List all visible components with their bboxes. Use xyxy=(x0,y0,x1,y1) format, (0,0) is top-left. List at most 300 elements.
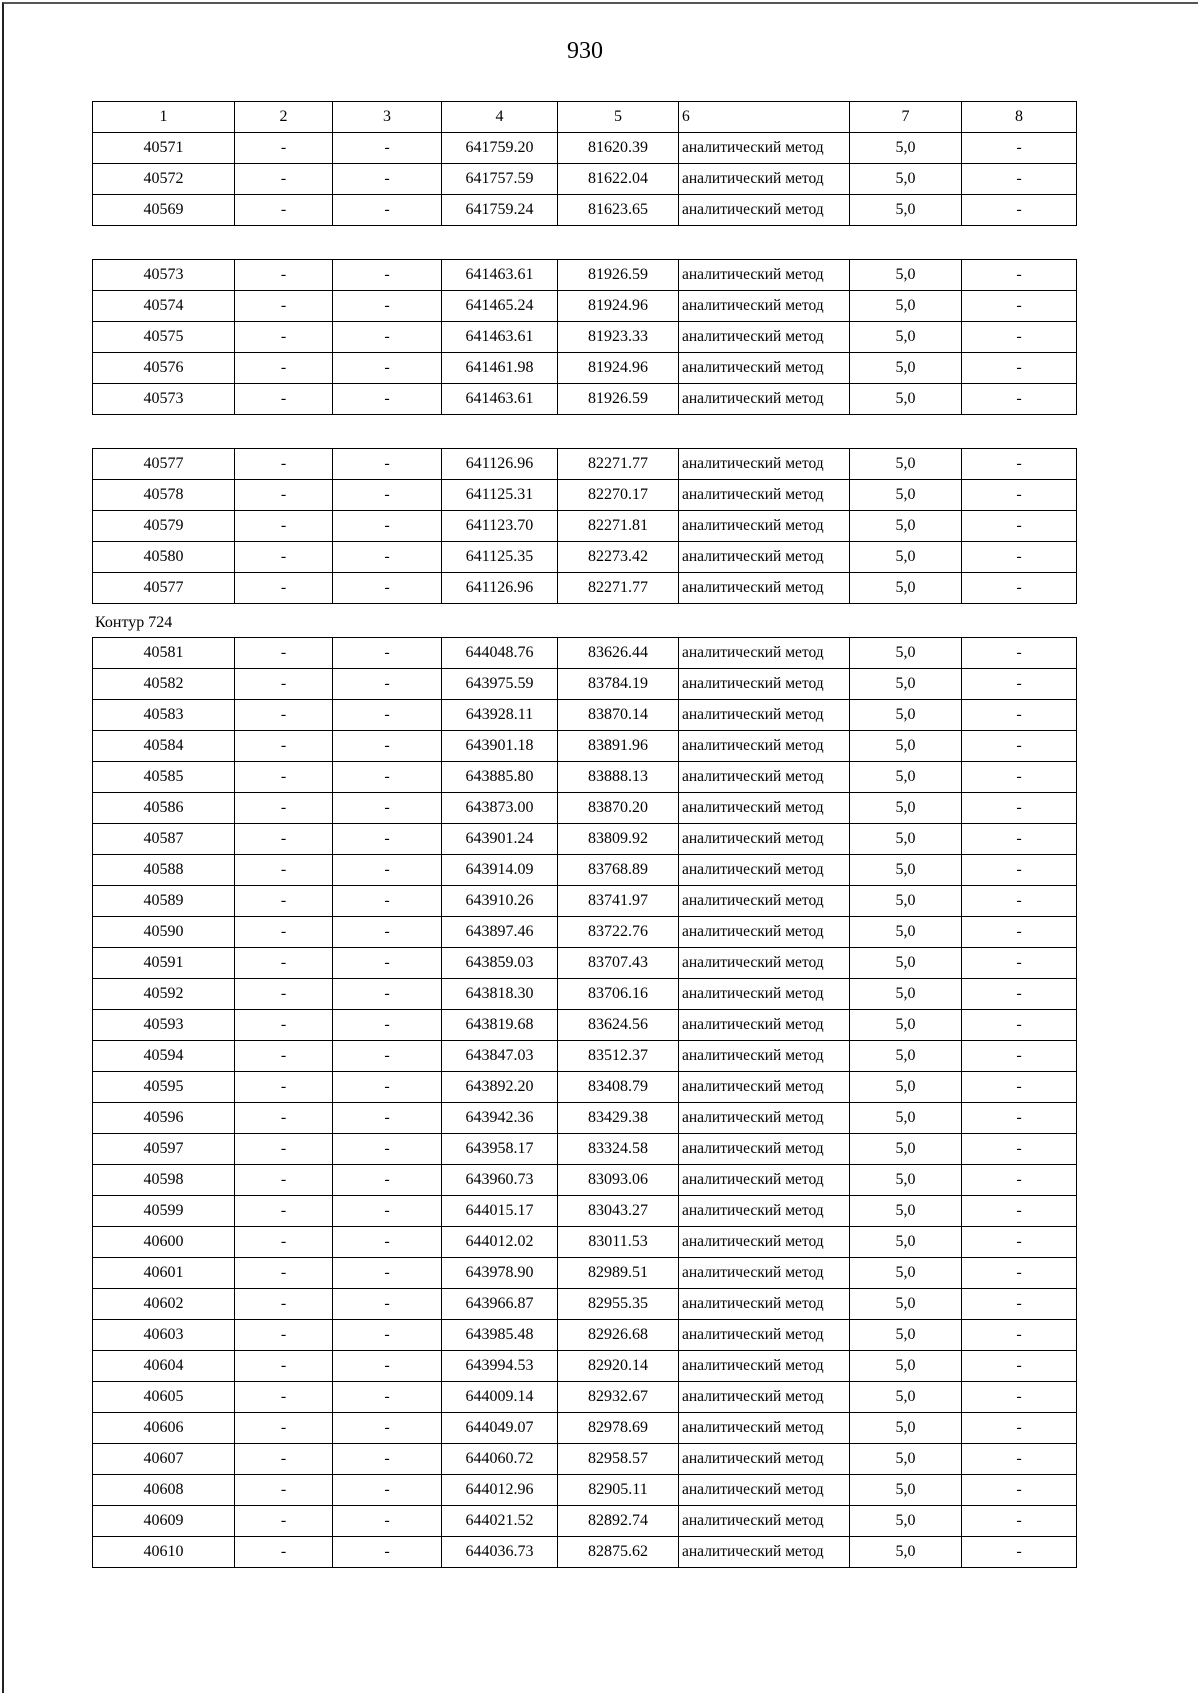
cell-col-8: - xyxy=(962,638,1077,669)
cell-col-3: - xyxy=(333,917,442,948)
cell-col-7: 5,0 xyxy=(850,195,962,226)
cell-col-3: - xyxy=(333,793,442,824)
cell-col-1: 40606 xyxy=(93,1413,235,1444)
cell-col-2: - xyxy=(235,886,333,917)
table-row xyxy=(93,1382,1077,1413)
cell-col-4: 641126.96 xyxy=(442,449,558,480)
cell-col-4: 643985.48 xyxy=(442,1320,558,1351)
cell-col-3: - xyxy=(333,511,442,542)
cell-col-7: 5,0 xyxy=(850,573,962,604)
cell-col-4: 643897.46 xyxy=(442,917,558,948)
cell-col-6: аналитический метод xyxy=(679,762,850,793)
cell-col-2: - xyxy=(235,1258,333,1289)
cell-col-1: 40602 xyxy=(93,1289,235,1320)
cell-col-6: аналитический метод xyxy=(679,542,850,573)
table-row xyxy=(93,1289,1077,1320)
cell-col-4: 641757.59 xyxy=(442,164,558,195)
cell-col-6: аналитический метод xyxy=(679,480,850,511)
cell-col-2: - xyxy=(235,1103,333,1134)
cell-col-4: 643910.26 xyxy=(442,886,558,917)
table-row xyxy=(93,133,1077,164)
cell-col-3: - xyxy=(333,1506,442,1537)
cell-col-6: аналитический метод xyxy=(679,700,850,731)
cell-col-8: 8 xyxy=(962,102,1077,133)
cell-col-1: 40572 xyxy=(93,164,235,195)
cell-col-3: - xyxy=(333,480,442,511)
cell-col-7: 5,0 xyxy=(850,542,962,573)
cell-col-4: 643885.80 xyxy=(442,762,558,793)
cell-col-5: 82271.77 xyxy=(558,573,679,604)
cell-col-8: - xyxy=(962,1475,1077,1506)
cell-col-6: аналитический метод xyxy=(679,917,850,948)
cell-col-4: 643859.03 xyxy=(442,948,558,979)
cell-col-4: 643818.30 xyxy=(442,979,558,1010)
cell-col-2: - xyxy=(235,384,333,415)
cell-col-3: - xyxy=(333,133,442,164)
cell-col-4: 641759.24 xyxy=(442,195,558,226)
cell-col-6: аналитический метод xyxy=(679,1444,850,1475)
cell-col-8: - xyxy=(962,1382,1077,1413)
cell-col-4: 641125.31 xyxy=(442,480,558,511)
cell-col-1: 40593 xyxy=(93,1010,235,1041)
cell-col-8: - xyxy=(962,164,1077,195)
cell-col-3: - xyxy=(333,322,442,353)
cell-col-2: - xyxy=(235,1041,333,1072)
cell-col-3: - xyxy=(333,1258,442,1289)
cell-col-1: 40590 xyxy=(93,917,235,948)
cell-col-4: 643975.59 xyxy=(442,669,558,700)
cell-col-3: - xyxy=(333,1320,442,1351)
cell-col-5: 81623.65 xyxy=(558,195,679,226)
cell-col-1: 40603 xyxy=(93,1320,235,1351)
cell-col-3: - xyxy=(333,886,442,917)
cell-col-3: - xyxy=(333,1475,442,1506)
cell-col-8: - xyxy=(962,195,1077,226)
cell-col-1: 40584 xyxy=(93,731,235,762)
cell-col-8: - xyxy=(962,948,1077,979)
cell-col-8: - xyxy=(962,731,1077,762)
cell-col-5: 83706.16 xyxy=(558,979,679,1010)
table-row xyxy=(93,824,1077,855)
cell-col-1: 40592 xyxy=(93,979,235,1010)
cell-col-5: 82270.17 xyxy=(558,480,679,511)
table-row xyxy=(93,384,1077,415)
cell-col-1: 1 xyxy=(93,102,235,133)
cell-col-5: 82932.67 xyxy=(558,1382,679,1413)
coordinates-table-block-3 xyxy=(92,448,1077,604)
cell-col-7: 5,0 xyxy=(850,669,962,700)
cell-col-8: - xyxy=(962,322,1077,353)
cell-col-1: 40573 xyxy=(93,384,235,415)
cell-col-6: аналитический метод xyxy=(679,1103,850,1134)
cell-col-6: аналитический метод xyxy=(679,1134,850,1165)
cell-col-3: - xyxy=(333,1382,442,1413)
cell-col-6: аналитический метод xyxy=(679,638,850,669)
table-row xyxy=(93,291,1077,322)
cell-col-2: - xyxy=(235,1382,333,1413)
cell-col-2: - xyxy=(235,1072,333,1103)
table-row xyxy=(93,1196,1077,1227)
cell-col-5: 83722.76 xyxy=(558,917,679,948)
cell-col-3: - xyxy=(333,449,442,480)
cell-col-4: 641123.70 xyxy=(442,511,558,542)
cell-col-2: - xyxy=(235,573,333,604)
cell-col-8: - xyxy=(962,384,1077,415)
cell-col-7: 5,0 xyxy=(850,164,962,195)
cell-col-8: - xyxy=(962,886,1077,917)
cell-col-3: - xyxy=(333,1010,442,1041)
cell-col-2: - xyxy=(235,824,333,855)
cell-col-6: аналитический метод xyxy=(679,669,850,700)
table-row xyxy=(93,855,1077,886)
cell-col-1: 40576 xyxy=(93,353,235,384)
cell-col-7: 5,0 xyxy=(850,1041,962,1072)
cell-col-6: аналитический метод xyxy=(679,260,850,291)
cell-col-3: - xyxy=(333,542,442,573)
cell-col-5: 81620.39 xyxy=(558,133,679,164)
cell-col-7: 5,0 xyxy=(850,384,962,415)
cell-col-7: 7 xyxy=(850,102,962,133)
cell-col-5: 83043.27 xyxy=(558,1196,679,1227)
table-row xyxy=(93,195,1077,226)
cell-col-6: аналитический метод xyxy=(679,1289,850,1320)
cell-col-7: 5,0 xyxy=(850,1289,962,1320)
table-row xyxy=(93,948,1077,979)
coordinates-table-block-contour-724 xyxy=(92,637,1077,1568)
cell-col-6: аналитический метод xyxy=(679,573,850,604)
cell-col-4: 641461.98 xyxy=(442,353,558,384)
cell-col-2: - xyxy=(235,917,333,948)
table-row xyxy=(93,886,1077,917)
cell-col-1: 40609 xyxy=(93,1506,235,1537)
cell-col-4: 643966.87 xyxy=(442,1289,558,1320)
table-row xyxy=(93,731,1077,762)
cell-col-5: 82892.74 xyxy=(558,1506,679,1537)
cell-col-4: 644036.73 xyxy=(442,1537,558,1568)
cell-col-4: 641463.61 xyxy=(442,260,558,291)
cell-col-6: аналитический метод xyxy=(679,1196,850,1227)
cell-col-4: 643958.17 xyxy=(442,1134,558,1165)
cell-col-1: 40574 xyxy=(93,291,235,322)
cell-col-5: 83624.56 xyxy=(558,1010,679,1041)
cell-col-5: 82955.35 xyxy=(558,1289,679,1320)
cell-col-1: 40595 xyxy=(93,1072,235,1103)
cell-col-8: - xyxy=(962,1165,1077,1196)
cell-col-6: аналитический метод xyxy=(679,1506,850,1537)
cell-col-5: 83784.19 xyxy=(558,669,679,700)
cell-col-4: 641463.61 xyxy=(442,384,558,415)
cell-col-7: 5,0 xyxy=(850,1537,962,1568)
cell-col-3: - xyxy=(333,1165,442,1196)
cell-col-3: - xyxy=(333,979,442,1010)
cell-col-1: 40581 xyxy=(93,638,235,669)
cell-col-8: - xyxy=(962,1072,1077,1103)
cell-col-3: - xyxy=(333,1227,442,1258)
cell-col-6: аналитический метод xyxy=(679,1320,850,1351)
cell-col-7: 5,0 xyxy=(850,353,962,384)
cell-col-4: 641759.20 xyxy=(442,133,558,164)
cell-col-6: аналитический метод xyxy=(679,855,850,886)
cell-col-2: - xyxy=(235,511,333,542)
cell-col-5: 83741.97 xyxy=(558,886,679,917)
cell-col-1: 40583 xyxy=(93,700,235,731)
cell-col-7: 5,0 xyxy=(850,1165,962,1196)
cell-col-7: 5,0 xyxy=(850,762,962,793)
cell-col-3: - xyxy=(333,291,442,322)
table-row xyxy=(93,1351,1077,1382)
cell-col-8: - xyxy=(962,291,1077,322)
cell-col-6: аналитический метод xyxy=(679,1258,850,1289)
cell-col-1: 40589 xyxy=(93,886,235,917)
cell-col-1: 40580 xyxy=(93,542,235,573)
cell-col-8: - xyxy=(962,1010,1077,1041)
table-row xyxy=(93,793,1077,824)
cell-col-8: - xyxy=(962,979,1077,1010)
coordinates-table-block-2 xyxy=(92,259,1077,415)
cell-col-7: 5,0 xyxy=(850,511,962,542)
cell-col-1: 40571 xyxy=(93,133,235,164)
cell-col-2: - xyxy=(235,1227,333,1258)
cell-col-6: аналитический метод xyxy=(679,195,850,226)
cell-col-4: 643901.18 xyxy=(442,731,558,762)
cell-col-3: - xyxy=(333,638,442,669)
cell-col-3: - xyxy=(333,1351,442,1382)
table-row xyxy=(93,542,1077,573)
cell-col-7: 5,0 xyxy=(850,886,962,917)
cell-col-3: - xyxy=(333,353,442,384)
cell-col-6: аналитический метод xyxy=(679,291,850,322)
table-row xyxy=(93,979,1077,1010)
cell-col-8: - xyxy=(962,793,1077,824)
cell-col-2: - xyxy=(235,1289,333,1320)
cell-col-6: аналитический метод xyxy=(679,1351,850,1382)
cell-col-6: аналитический метод xyxy=(679,793,850,824)
cell-col-2: - xyxy=(235,1134,333,1165)
cell-col-4: 643819.68 xyxy=(442,1010,558,1041)
cell-col-4: 644012.02 xyxy=(442,1227,558,1258)
table-row xyxy=(93,669,1077,700)
cell-col-1: 40599 xyxy=(93,1196,235,1227)
cell-col-3: - xyxy=(333,731,442,762)
table-row xyxy=(93,1103,1077,1134)
cell-col-4: 644021.52 xyxy=(442,1506,558,1537)
coordinates-table-block-1 xyxy=(92,101,1077,226)
cell-col-8: - xyxy=(962,1537,1077,1568)
cell-col-6: аналитический метод xyxy=(679,1041,850,1072)
cell-col-4: 641125.35 xyxy=(442,542,558,573)
cell-col-6: аналитический метод xyxy=(679,322,850,353)
cell-col-2: 2 xyxy=(235,102,333,133)
cell-col-6: аналитический метод xyxy=(679,1227,850,1258)
cell-col-4: 641463.61 xyxy=(442,322,558,353)
table-row xyxy=(93,1320,1077,1351)
cell-col-7: 5,0 xyxy=(850,260,962,291)
table-row xyxy=(93,762,1077,793)
cell-col-5: 83870.14 xyxy=(558,700,679,731)
cell-col-4: 644009.14 xyxy=(442,1382,558,1413)
cell-col-1: 40573 xyxy=(93,260,235,291)
cell-col-5: 83011.53 xyxy=(558,1227,679,1258)
cell-col-5: 81926.59 xyxy=(558,260,679,291)
cell-col-8: - xyxy=(962,1258,1077,1289)
cell-col-2: - xyxy=(235,164,333,195)
cell-col-5: 82875.62 xyxy=(558,1537,679,1568)
cell-col-7: 5,0 xyxy=(850,731,962,762)
cell-col-2: - xyxy=(235,449,333,480)
cell-col-4: 644049.07 xyxy=(442,1413,558,1444)
cell-col-7: 5,0 xyxy=(850,1506,962,1537)
cell-col-6: аналитический метод xyxy=(679,1165,850,1196)
cell-col-4: 644060.72 xyxy=(442,1444,558,1475)
cell-col-5: 83888.13 xyxy=(558,762,679,793)
cell-col-7: 5,0 xyxy=(850,948,962,979)
table-row xyxy=(93,1413,1077,1444)
cell-col-5: 83768.89 xyxy=(558,855,679,886)
cell-col-4: 643928.11 xyxy=(442,700,558,731)
cell-col-7: 5,0 xyxy=(850,1475,962,1506)
table-row xyxy=(93,260,1077,291)
table-row xyxy=(93,1444,1077,1475)
table-row xyxy=(93,511,1077,542)
cell-col-8: - xyxy=(962,1444,1077,1475)
cell-col-4: 4 xyxy=(442,102,558,133)
cell-col-2: - xyxy=(235,1196,333,1227)
cell-col-7: 5,0 xyxy=(850,1196,962,1227)
cell-col-3: - xyxy=(333,762,442,793)
cell-col-6: аналитический метод xyxy=(679,164,850,195)
cell-col-3: - xyxy=(333,1413,442,1444)
table-row xyxy=(93,480,1077,511)
cell-col-6: аналитический метод xyxy=(679,1010,850,1041)
cell-col-3: - xyxy=(333,1537,442,1568)
table-row xyxy=(93,1041,1077,1072)
cell-col-5: 81923.33 xyxy=(558,322,679,353)
cell-col-8: - xyxy=(962,824,1077,855)
table-row xyxy=(93,353,1077,384)
cell-col-7: 5,0 xyxy=(850,917,962,948)
cell-col-8: - xyxy=(962,1351,1077,1382)
cell-col-8: - xyxy=(962,669,1077,700)
cell-col-2: - xyxy=(235,260,333,291)
cell-col-5: 83809.92 xyxy=(558,824,679,855)
cell-col-1: 40598 xyxy=(93,1165,235,1196)
cell-col-1: 40579 xyxy=(93,511,235,542)
cell-col-1: 40605 xyxy=(93,1382,235,1413)
cell-col-6: аналитический метод xyxy=(679,1072,850,1103)
cell-col-8: - xyxy=(962,1103,1077,1134)
cell-col-4: 644015.17 xyxy=(442,1196,558,1227)
cell-col-7: 5,0 xyxy=(850,1413,962,1444)
cell-col-1: 40607 xyxy=(93,1444,235,1475)
cell-col-6: аналитический метод xyxy=(679,353,850,384)
cell-col-1: 40577 xyxy=(93,449,235,480)
cell-col-1: 40608 xyxy=(93,1475,235,1506)
cell-col-7: 5,0 xyxy=(850,133,962,164)
cell-col-4: 641465.24 xyxy=(442,291,558,322)
cell-col-8: - xyxy=(962,1320,1077,1351)
table-row xyxy=(93,164,1077,195)
table-row xyxy=(93,1227,1077,1258)
cell-col-3: - xyxy=(333,1289,442,1320)
cell-col-3: - xyxy=(333,1444,442,1475)
cell-col-6: аналитический метод xyxy=(679,979,850,1010)
cell-col-2: - xyxy=(235,700,333,731)
table-row xyxy=(93,322,1077,353)
cell-col-7: 5,0 xyxy=(850,1382,962,1413)
cell-col-1: 40577 xyxy=(93,573,235,604)
cell-col-3: - xyxy=(333,948,442,979)
cell-col-6: аналитический метод xyxy=(679,133,850,164)
cell-col-2: - xyxy=(235,762,333,793)
table-row xyxy=(93,1537,1077,1568)
cell-col-8: - xyxy=(962,1134,1077,1165)
cell-col-6: аналитический метод xyxy=(679,1413,850,1444)
cell-col-7: 5,0 xyxy=(850,638,962,669)
cell-col-5: 82989.51 xyxy=(558,1258,679,1289)
cell-col-4: 643901.24 xyxy=(442,824,558,855)
cell-col-6: аналитический метод xyxy=(679,1382,850,1413)
cell-col-1: 40585 xyxy=(93,762,235,793)
cell-col-3: - xyxy=(333,1196,442,1227)
cell-col-5: 82926.68 xyxy=(558,1320,679,1351)
cell-col-5: 82271.77 xyxy=(558,449,679,480)
cell-col-8: - xyxy=(962,449,1077,480)
cell-col-4: 643873.00 xyxy=(442,793,558,824)
cell-col-1: 40600 xyxy=(93,1227,235,1258)
cell-col-4: 644048.76 xyxy=(442,638,558,669)
cell-col-5: 83324.58 xyxy=(558,1134,679,1165)
cell-col-8: - xyxy=(962,1413,1077,1444)
cell-col-1: 40604 xyxy=(93,1351,235,1382)
cell-col-8: - xyxy=(962,1196,1077,1227)
cell-col-1: 40575 xyxy=(93,322,235,353)
table-row xyxy=(93,449,1077,480)
cell-col-7: 5,0 xyxy=(850,1227,962,1258)
table-row xyxy=(93,1072,1077,1103)
cell-col-7: 5,0 xyxy=(850,824,962,855)
cell-col-8: - xyxy=(962,917,1077,948)
cell-col-6: аналитический метод xyxy=(679,449,850,480)
cell-col-4: 643847.03 xyxy=(442,1041,558,1072)
cell-col-7: 5,0 xyxy=(850,480,962,511)
cell-col-7: 5,0 xyxy=(850,291,962,322)
cell-col-6: аналитический метод xyxy=(679,511,850,542)
cell-col-2: - xyxy=(235,1165,333,1196)
cell-col-3: - xyxy=(333,1072,442,1103)
cell-col-8: - xyxy=(962,260,1077,291)
cell-col-8: - xyxy=(962,480,1077,511)
cell-col-5: 82978.69 xyxy=(558,1413,679,1444)
cell-col-4: 643978.90 xyxy=(442,1258,558,1289)
cell-col-7: 5,0 xyxy=(850,979,962,1010)
cell-col-5: 81622.04 xyxy=(558,164,679,195)
cell-col-2: - xyxy=(235,669,333,700)
cell-col-5: 82273.42 xyxy=(558,542,679,573)
cell-col-5: 83093.06 xyxy=(558,1165,679,1196)
cell-col-3: - xyxy=(333,260,442,291)
cell-col-8: - xyxy=(962,1289,1077,1320)
page-number: 930 xyxy=(567,38,603,64)
cell-col-5: 83512.37 xyxy=(558,1041,679,1072)
cell-col-6: аналитический метод xyxy=(679,948,850,979)
cell-col-5: 83429.38 xyxy=(558,1103,679,1134)
cell-col-5: 82958.57 xyxy=(558,1444,679,1475)
cell-col-1: 40597 xyxy=(93,1134,235,1165)
table-row xyxy=(93,1165,1077,1196)
cell-col-3: 3 xyxy=(333,102,442,133)
cell-col-5: 83408.79 xyxy=(558,1072,679,1103)
cell-col-3: - xyxy=(333,164,442,195)
